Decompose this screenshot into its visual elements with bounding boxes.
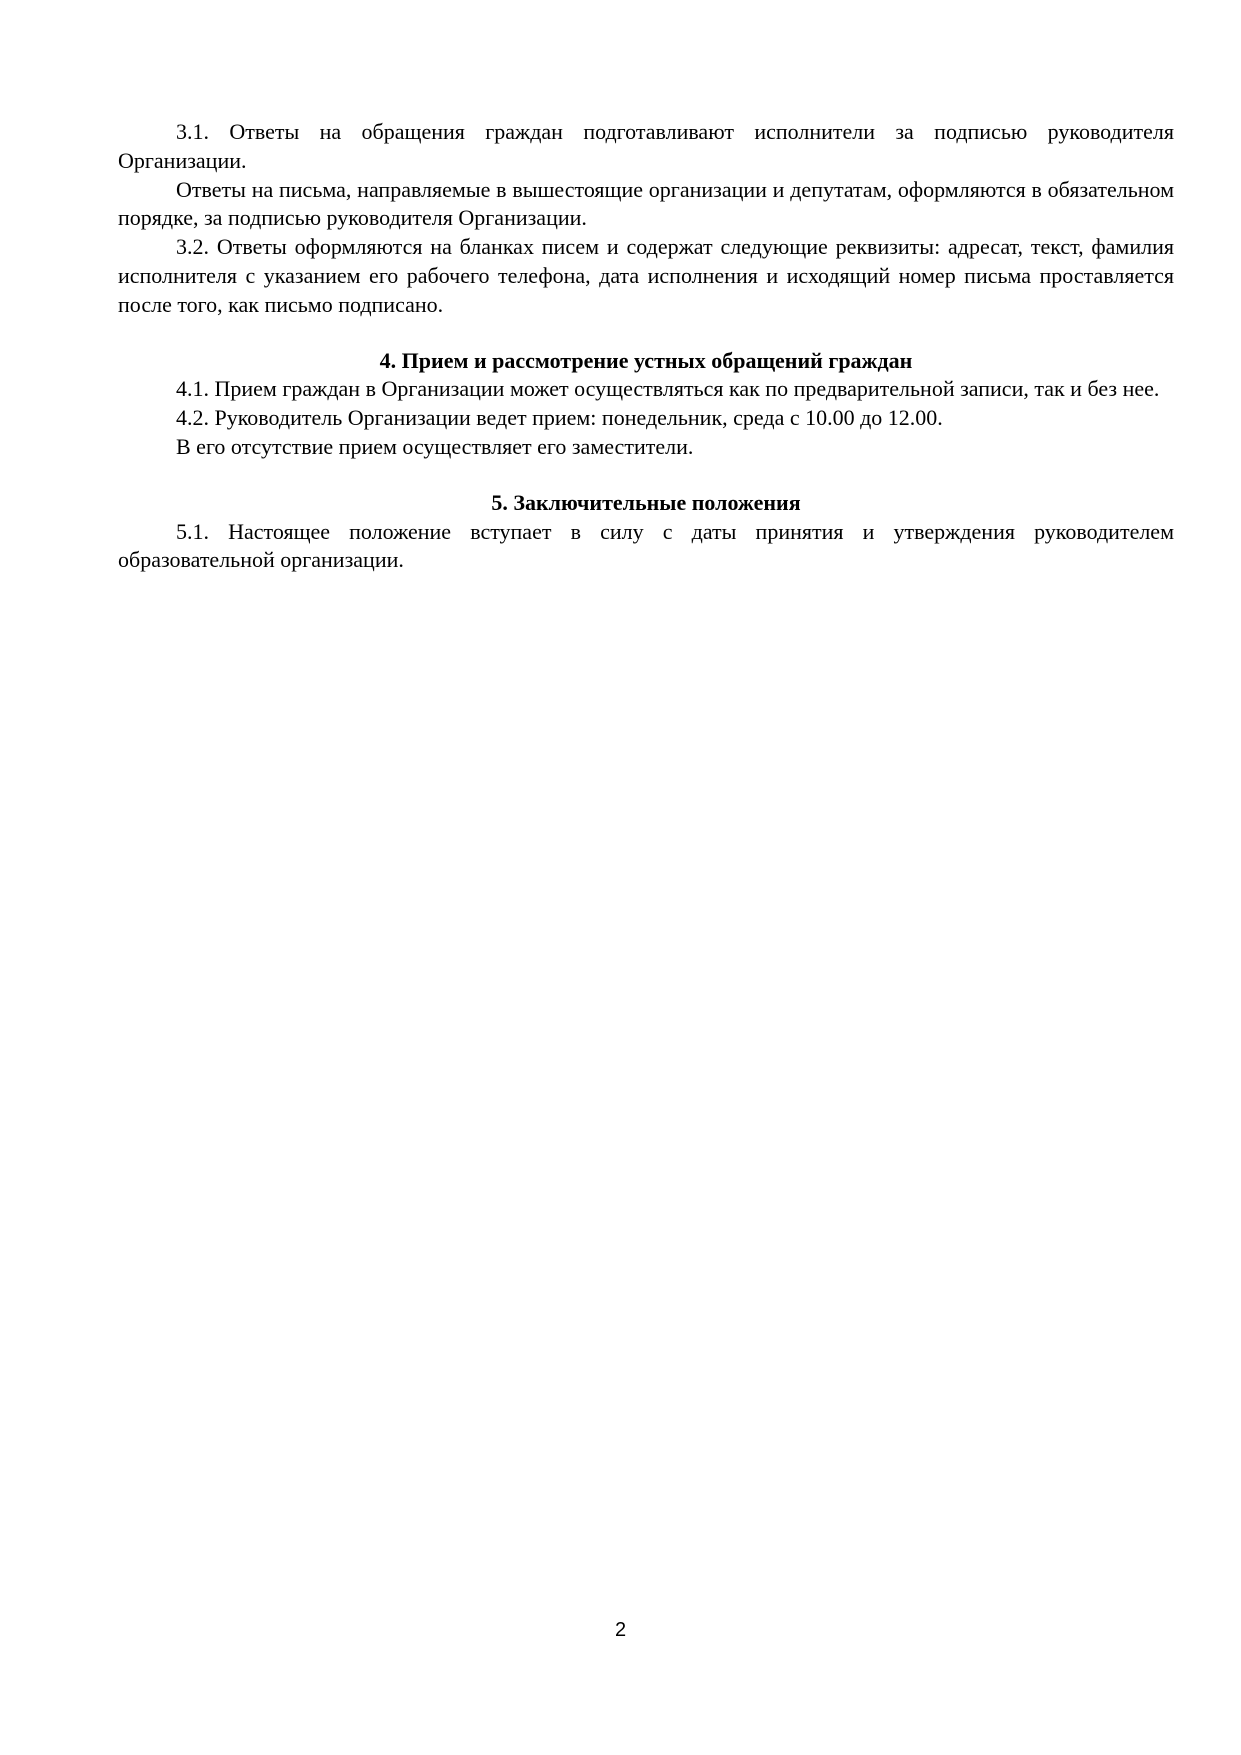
paragraph-4-1: 4.1. Прием граждан в Организации может осуществляться как по предварительной записи, так и без нее.: [176, 376, 1160, 402]
paragraph-3-1: 3.1. Ответы на обращения граждан подготавливают исполнители за подписью руководителя Организации.: [118, 119, 1174, 173]
paragraph-4-2-deputies: В его отсутствие прием осуществляет его заместители.: [176, 433, 694, 459]
section-gap: [118, 462, 1174, 489]
section-gap: [118, 320, 1174, 347]
section-4-heading: 4. Прием и рассмотрение устных обращений граждан: [379, 347, 913, 373]
paragraph-3-2: 3.2. Ответы оформляются на бланках писем и содержат следующие реквизиты: адресат, текст, фамилия исполнителя с указанием его рабочего телефона, дата исполнения и исходящий номер письма проставляется после того, как письмо подписано.: [118, 234, 1174, 317]
paragraph-4-2: 4.2. Руководитель Организации ведет прием: понедельник, среда с 10.00 до 12.00.: [176, 405, 943, 431]
document-page: [118, 118, 1174, 575]
page-number: 2: [614, 1619, 627, 1641]
paragraph-5-1: 5.1. Настоящее положение вступает в силу с даты принятия и утверждения руководителем образовательной организации.: [118, 518, 1174, 573]
section-5-heading: 5. Заключительные положения: [491, 489, 801, 515]
paragraph-3-1-letters: Ответы на письма, направляемые в вышестоящие организации и депутатам, оформляются в обязательном порядке, за подписью руководителя Организации.: [118, 176, 1174, 231]
